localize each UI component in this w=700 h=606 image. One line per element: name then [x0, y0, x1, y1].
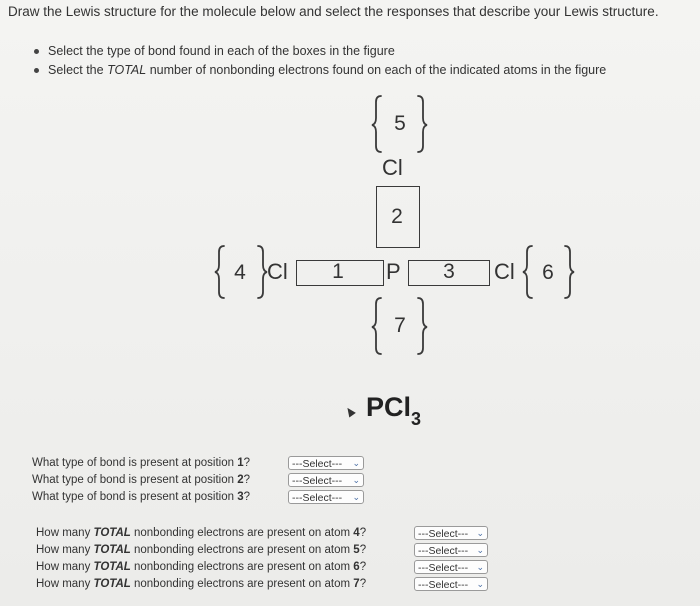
question-text: How many TOTAL nonbonding electrons are present on atom 5?: [36, 544, 367, 556]
bracket-left-7: [372, 298, 381, 354]
bracket-right-7: [418, 298, 427, 354]
chevron-down-icon: ⌄: [476, 579, 484, 589]
bond-type-select-1[interactable]: ---Select--- ⌄: [288, 456, 364, 470]
instruction-text: Select the: [48, 63, 108, 77]
formula-main: PCl: [366, 392, 412, 422]
atom-cl-right: Cl: [494, 259, 515, 284]
electron-questions: [36, 526, 506, 594]
electron-question-row: [36, 560, 506, 577]
bond-question-row: [32, 473, 372, 490]
bracket-right-4: [258, 246, 267, 298]
atom-cl-top: Cl: [382, 155, 403, 180]
instruction-text: Select the type of bond found in each of the boxes in the figure: [48, 44, 395, 58]
instructions-title: Draw the Lewis structure for the molecule below and select the responses that describe your Lewis structure.: [8, 4, 659, 19]
bond-type-select-2[interactable]: ---Select--- ⌄: [288, 473, 364, 487]
question-text: How many TOTAL nonbonding electrons are present on atom 4?: [36, 527, 367, 539]
instruction-emphasis: TOTAL: [107, 63, 147, 77]
chevron-down-icon: ⌄: [352, 492, 360, 502]
electron-count-select-4[interactable]: ---Select--- ⌄: [414, 526, 488, 540]
bond-questions: [32, 456, 372, 507]
question-text: What type of bond is present at position 1?: [32, 457, 251, 469]
instruction-text: number of nonbonding electrons found on each of the indicated atoms in the figure: [146, 63, 607, 77]
position-label-6: 6: [542, 261, 554, 284]
bracket-right-6: [565, 246, 574, 298]
position-label-2: 2: [391, 205, 403, 228]
electron-question-row: [36, 543, 506, 560]
electron-count-select-6[interactable]: ---Select--- ⌄: [414, 560, 488, 574]
question-text: How many TOTAL nonbonding electrons are present on atom 6?: [36, 561, 367, 573]
bracket-right-5: [418, 96, 427, 152]
bracket-left-6: [523, 246, 532, 298]
molecule-formula: [366, 392, 422, 430]
electron-count-select-5[interactable]: ---Select--- ⌄: [414, 543, 488, 557]
bracket-left-5: [372, 96, 381, 152]
formula-subscript: 3: [411, 409, 422, 430]
position-label-3: 3: [443, 260, 455, 283]
electron-question-row: [36, 526, 506, 543]
bond-question-row: [32, 456, 372, 473]
atom-p: P: [386, 259, 401, 284]
chevron-down-icon: ⌄: [352, 475, 360, 485]
electron-question-row: [36, 577, 506, 594]
chevron-down-icon: ⌄: [352, 458, 360, 468]
position-label-5: 5: [394, 112, 406, 135]
chevron-down-icon: ⌄: [476, 545, 484, 555]
question-text: What type of bond is present at position 2?: [32, 474, 251, 486]
question-text: What type of bond is present at position 3?: [32, 491, 251, 503]
question-text: How many TOTAL nonbonding electrons are present on atom 7?: [36, 578, 367, 590]
chevron-down-icon: ⌄: [476, 528, 484, 538]
bracket-left-4: [215, 246, 224, 298]
chevron-down-icon: ⌄: [476, 562, 484, 572]
position-label-4: 4: [234, 261, 246, 284]
bond-question-row: [32, 490, 372, 507]
electron-count-select-7[interactable]: ---Select--- ⌄: [414, 577, 488, 591]
position-label-7: 7: [394, 314, 406, 337]
position-label-1: 1: [332, 260, 344, 283]
bond-type-select-3[interactable]: ---Select--- ⌄: [288, 490, 364, 504]
atom-cl-left: Cl: [267, 259, 288, 284]
